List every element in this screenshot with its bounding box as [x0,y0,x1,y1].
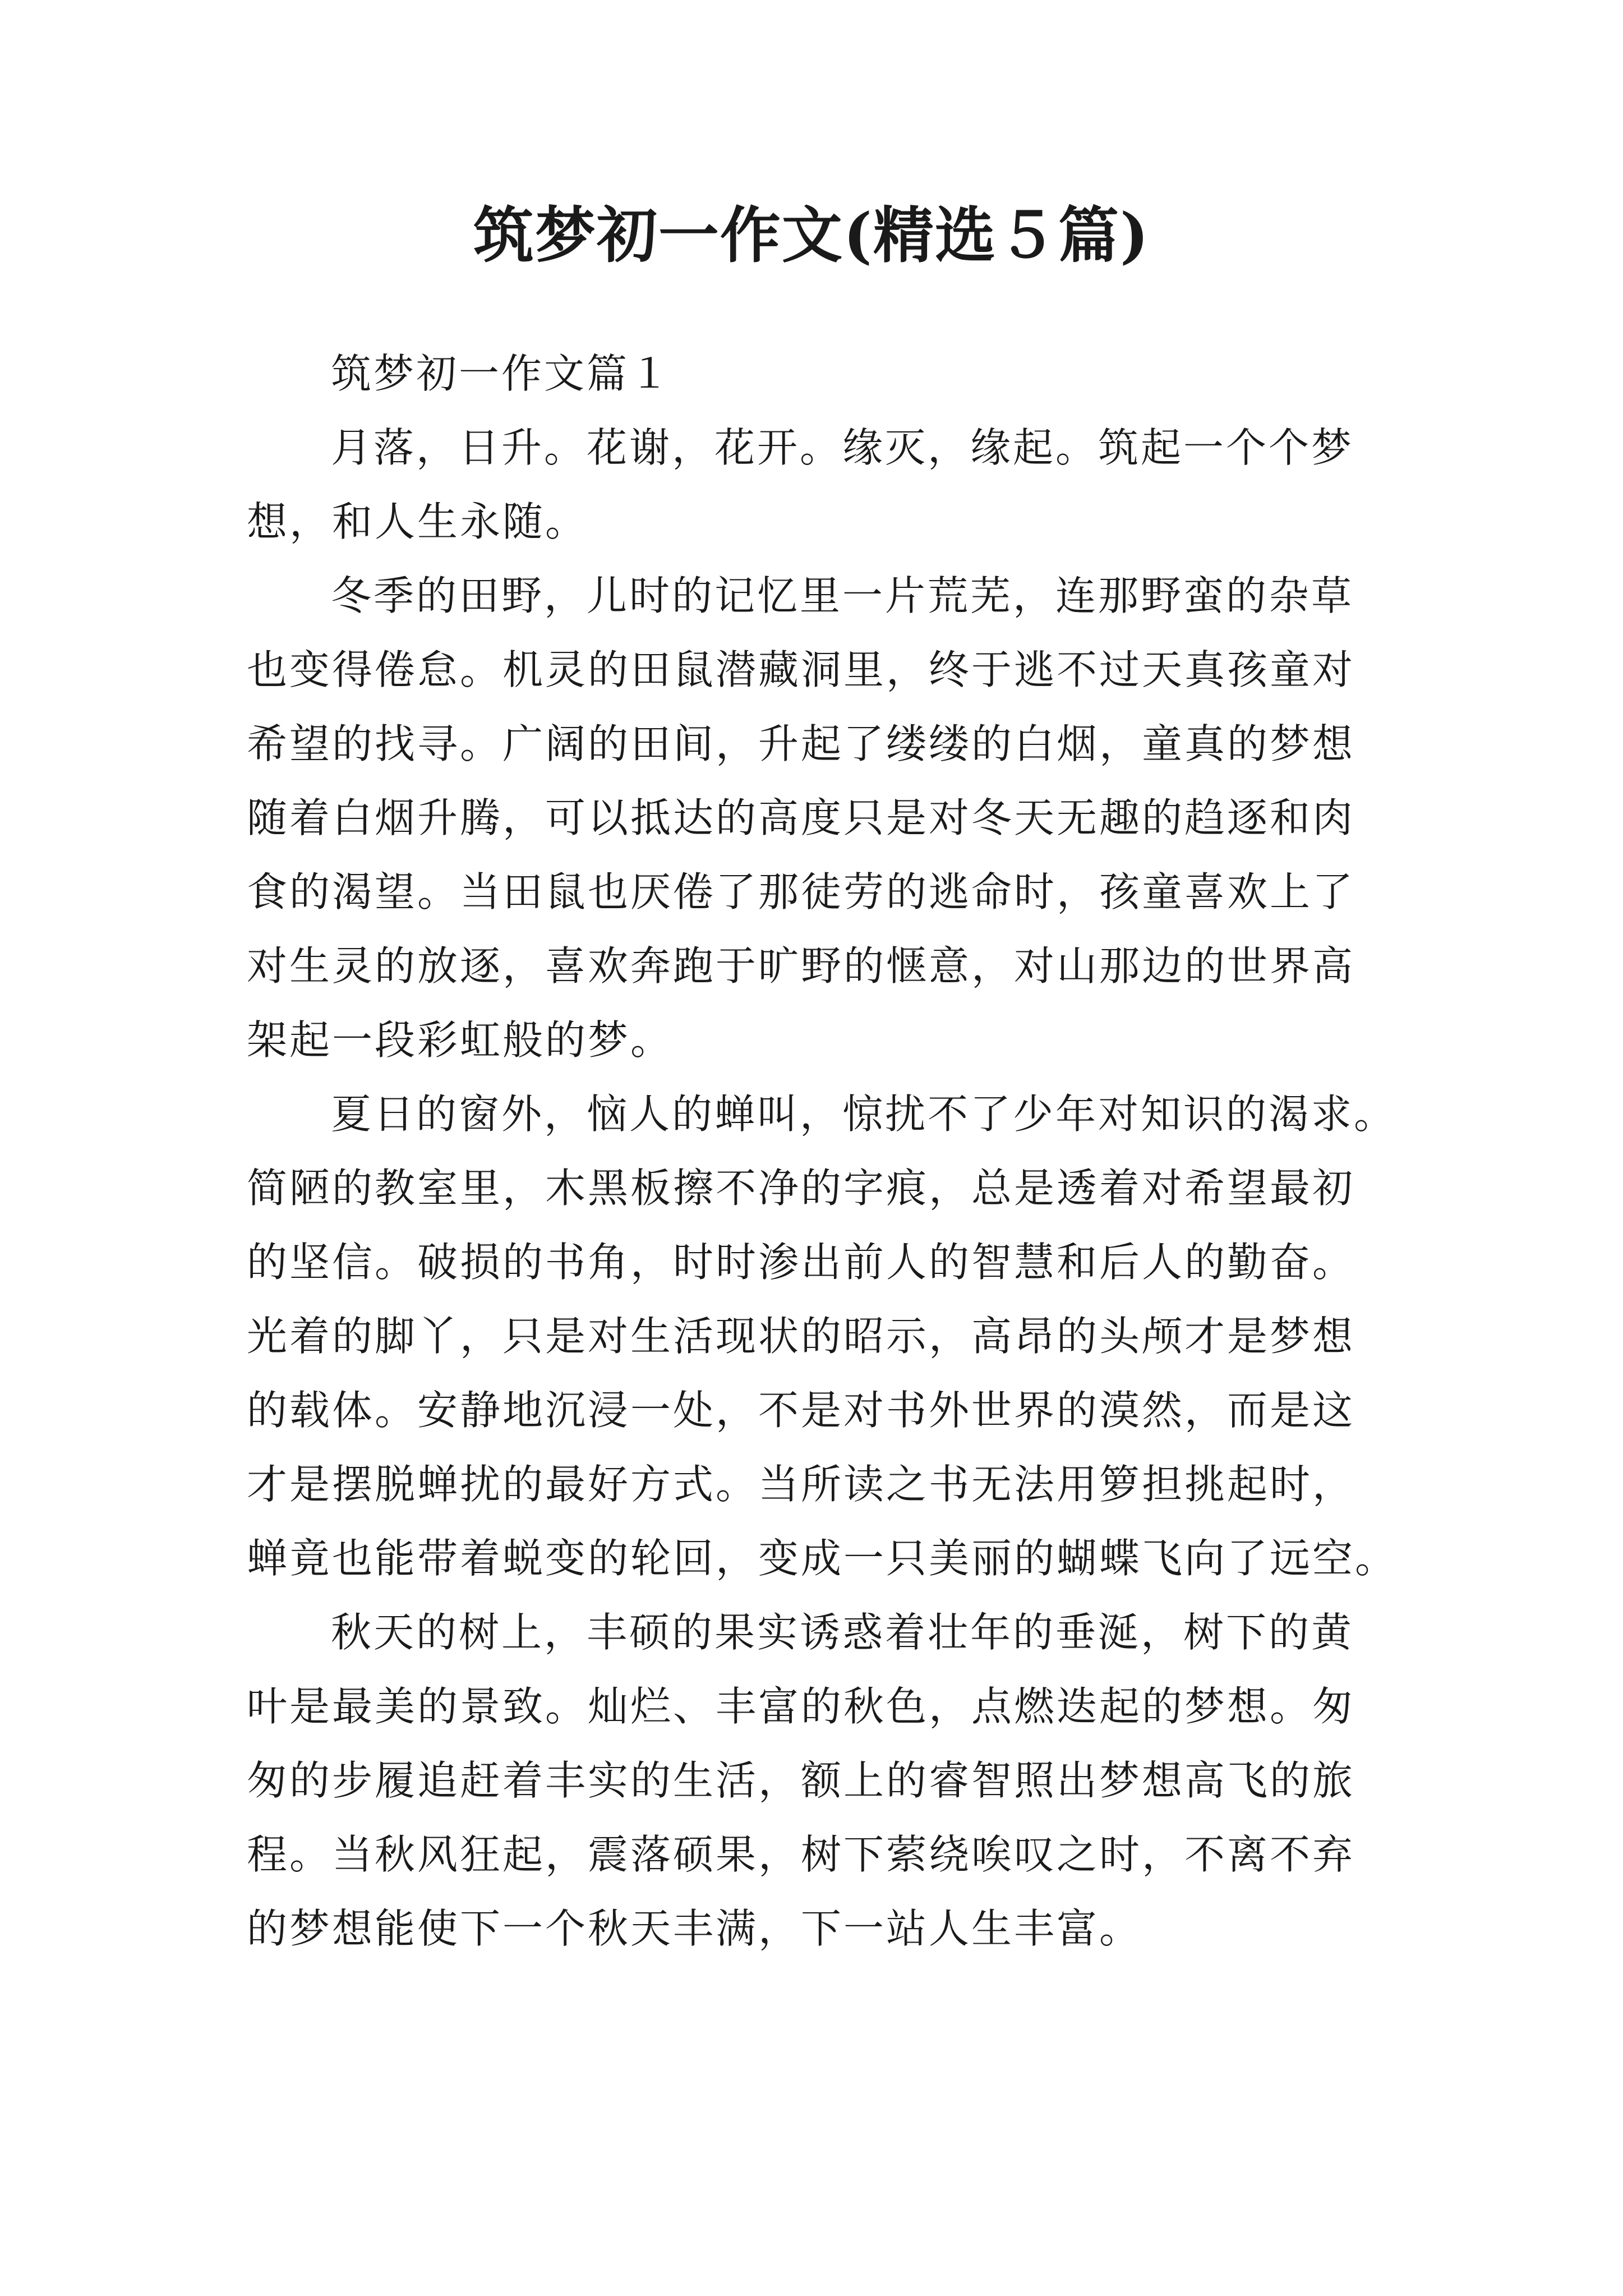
paragraph-4 [247,1595,1385,1966]
paragraph-line: 蝉竟也能带着蜕变的轮回，变成一只美丽的蝴蝶飞向了远空。 [247,1535,1398,1582]
document-body [247,337,1398,1966]
paragraph-line: 架起一段彩虹般的梦。 [247,1016,674,1064]
paragraph-line: 月落，日升。花谢，花开。缘灭，缘起。筑起一个个梦 [331,424,1354,471]
paragraph-line: 夏日的窗外，恼人的蝉叫，惊扰不了少年对知识的渴求。 [331,1091,1397,1138]
paragraph-line: 光着的脚丫，只是对生活现状的昭示，高昂的头颅才是梦想 [247,1313,1355,1360]
paragraph-line: 的坚信。破损的书角，时时渗出前人的智慧和后人的勤奋。 [247,1239,1355,1286]
document-title: 筑梦初一作文(精选５篇) [473,200,1150,271]
paragraph-line: 希望的找寻。广阔的田间，升起了缕缕的白烟，童真的梦想 [247,720,1355,767]
paragraph-line: 的载体。安静地沉浸一处，不是对书外世界的漠然，而是这 [247,1387,1355,1434]
paragraph-3 [247,1077,1398,1595]
section-heading-text: 筑梦初一作文篇１ [331,350,672,397]
paragraph-line: 的梦想能使下一个秋天丰满，下一站人生丰富。 [247,1905,1142,1952]
paragraph-line: 对生灵的放逐，喜欢奔跑于旷野的惬意，对山那边的世界高 [247,942,1355,990]
paragraph-line: 程。当秋风狂起，震落硕果，树下萦绕唉叹之时，不离不弃 [247,1831,1355,1878]
paragraph-line: 简陋的教室里，木黑板擦不净的字痕，总是透着对希望最初 [247,1165,1355,1212]
paragraph-line: 冬季的田野，儿时的记忆里一片荒芜，连那野蛮的杂草 [331,572,1354,619]
section-heading [247,337,1385,411]
paragraph-2 [247,559,1385,1077]
paragraph-line: 秋天的树上，丰硕的果实诱惑着壮年的垂涎，树下的黄 [331,1609,1354,1656]
paragraph-line: 叶是最美的景致。灿烂、丰富的秋色，点燃迭起的梦想。匆 [247,1683,1355,1730]
paragraph-1 [247,411,1385,559]
paragraph-line: 才是摆脱蝉扰的最好方式。当所读之书无法用箩担挑起时， [247,1461,1355,1508]
paragraph-line: 匆的步履追赶着丰实的生活，额上的睿智照出梦想高飞的旅 [247,1757,1355,1804]
paragraph-line: 想，和人生永随。 [247,498,588,545]
paragraph-line: 随着白烟升腾，可以抵达的高度只是对冬天无趣的趋逐和肉 [247,794,1355,841]
paragraph-line: 食的渴望。当田鼠也厌倦了那徒劳的逃命时，孩童喜欢上了 [247,868,1355,915]
paragraph-line: 也变得倦怠。机灵的田鼠潜藏洞里，终于逃不过天真孩童对 [247,646,1355,693]
